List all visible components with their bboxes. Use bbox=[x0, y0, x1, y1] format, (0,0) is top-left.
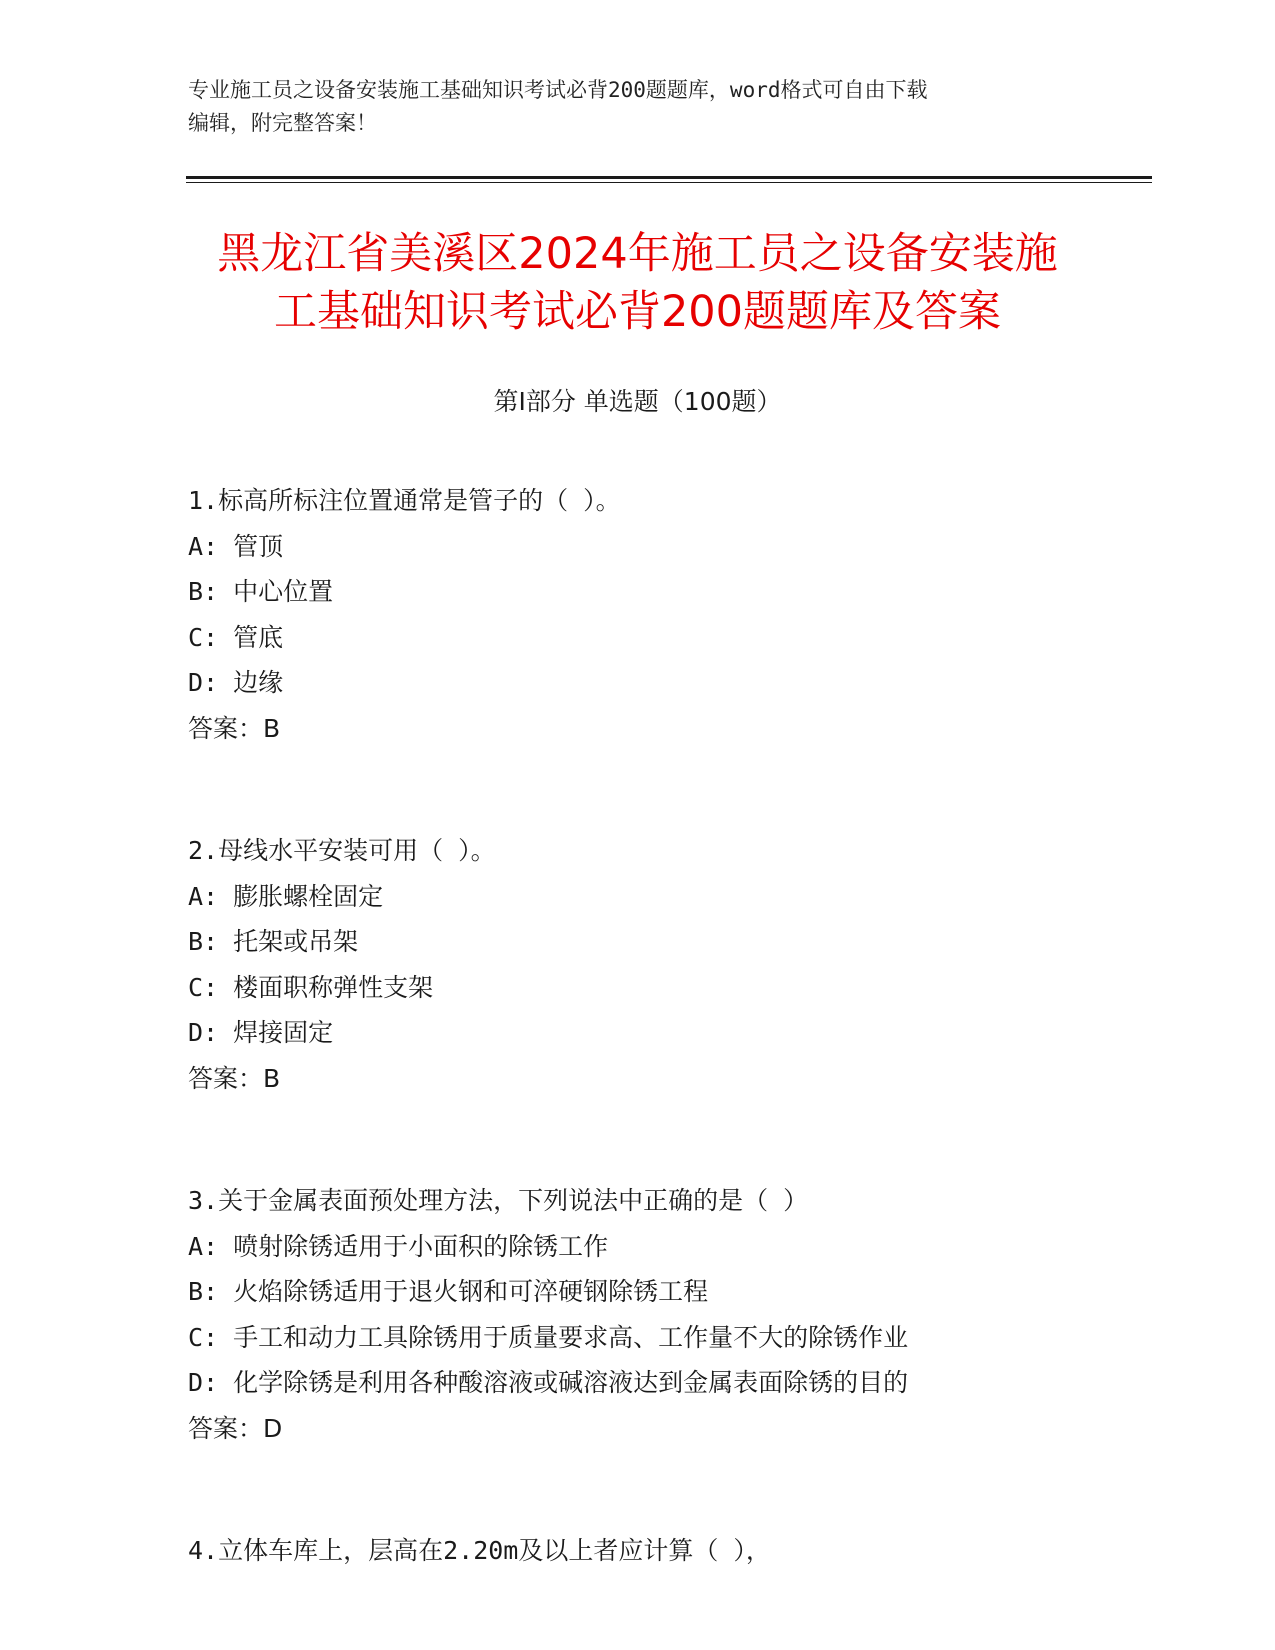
answer: 答案：D bbox=[188, 1413, 283, 1443]
question-spacer bbox=[188, 1101, 1188, 1178]
option-b: B: 托架或吊架 bbox=[188, 927, 359, 956]
option-c: C: 楼面职称弹性支架 bbox=[188, 972, 434, 1002]
document-title-line-2: 工基础知识考试必背200题题库及答案 bbox=[273, 287, 1002, 337]
header-note bbox=[188, 74, 1088, 140]
section-title: 第Ⅰ部分 单选题（100题） bbox=[493, 387, 782, 416]
option-a: A: 管顶 bbox=[188, 531, 284, 561]
option-a: A: 喷射除锈适用于小面积的除锈工作 bbox=[188, 1231, 609, 1261]
question-stem: 3.关于金属表面预处理方法，下列说法中正确的是（ ） bbox=[188, 1186, 809, 1215]
question-spacer bbox=[188, 751, 1188, 828]
option-d: D: 化学除锈是利用各种酸溶液或碱溶液达到金属表面除锈的目的 bbox=[188, 1368, 909, 1397]
option-b: B: 火焰除锈适用于退火钢和可淬硬钢除锈工程 bbox=[188, 1277, 709, 1306]
question-stem: 2.母线水平安装可用（ ）。 bbox=[188, 836, 496, 865]
answer: 答案：B bbox=[188, 713, 281, 743]
question-4 bbox=[188, 1528, 1188, 1574]
question-1 bbox=[188, 478, 1188, 751]
option-d: D: 边缘 bbox=[188, 668, 284, 697]
header-divider-thick bbox=[186, 176, 1152, 179]
option-a: A: 膨胀螺栓固定 bbox=[188, 881, 384, 911]
document-title-line-1: 黑龙江省美溪区2024年施工员之设备安装施 bbox=[217, 229, 1058, 279]
header-note-line-2: 编辑，附完整答案！ bbox=[188, 111, 377, 135]
option-d: D: 焊接固定 bbox=[188, 1018, 334, 1047]
question-stem: 4.立体车库上，层高在2.20m及以上者应计算（ ）， bbox=[188, 1536, 771, 1565]
question-spacer bbox=[188, 1451, 1188, 1528]
document-title bbox=[140, 225, 1135, 341]
option-b: B: 中心位置 bbox=[188, 577, 334, 606]
question-stem: 1.标高所标注位置通常是管子的（ ）。 bbox=[188, 486, 621, 515]
answer: 答案：B bbox=[188, 1063, 281, 1093]
question-3 bbox=[188, 1178, 1188, 1451]
question-list bbox=[188, 478, 1188, 1574]
question-2 bbox=[188, 828, 1188, 1101]
option-c: C: 管底 bbox=[188, 622, 284, 652]
option-c: C: 手工和动力工具除锈用于质量要求高、工作量不大的除锈作业 bbox=[188, 1322, 909, 1352]
header-note-line-1: 专业施工员之设备安装施工基础知识考试必背200题题库，word格式可自由下载 bbox=[188, 78, 928, 102]
header-divider-thin bbox=[186, 182, 1152, 183]
